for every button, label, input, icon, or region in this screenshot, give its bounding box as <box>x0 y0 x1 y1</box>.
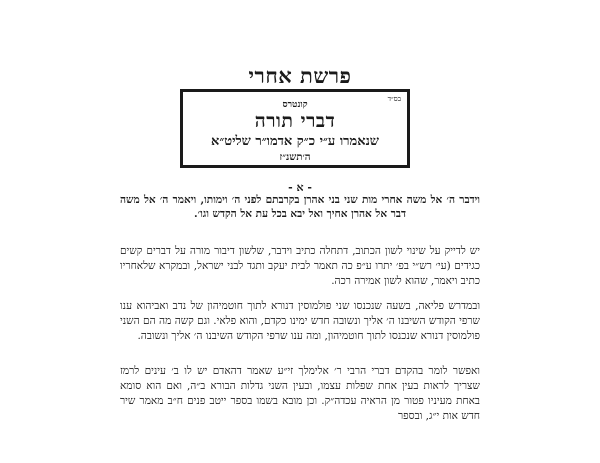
verse-quote: וידבר ה׳ אל משה אחרי מות שני בני אהרן בקרבתם לפני ה׳ וימותו, ויאמר ה׳ אל משה דבר אל אהרן אחיך ואל יבא בכל עת אל הקדש וגו׳. <box>120 194 480 220</box>
booklet-year: ה׳תשנ״ז <box>279 152 311 163</box>
section-marker: - א - <box>288 181 312 194</box>
booklet-subtitle: שנאמרו ע״י כ״ק אדמו״ר שליט״א <box>210 134 380 149</box>
parsha-heading: פרשת אחרי <box>248 63 352 88</box>
bsd-mark: בס״ד <box>387 95 401 103</box>
paragraph-1: יש לדייק על שינוי לשון הכתוב, דתחלה כתיב וידבר, שלשון דיבור מורה על דברים קשים כגידים (עי׳ רש״י בפ׳ יתרו ע״פ כה תאמר לבית יעקב ותגד לבני ישראל, ובמקרא שלאחריו כתיב ויאמר, שהוא לשון אמירה רכה. <box>120 245 480 287</box>
paragraph-3: ואפשר לומר בהקדם דברי הרבי ר׳ אלימלך זי״ע שאמר דהאדם יש לו ב׳ עינים לרמז שצריך לראות בעין אחת שפלות עצמו, ובעין השני גדלות הבורא ב״ה, ואם הוא סומא באחת מעיניו פטור מן הראיה עכדה״ק. וכן מובא בשמו בספר ייטב פנים ח״ב מאמר שיר חדש אות י״ג, ובספר <box>120 365 480 422</box>
kuntres-label: קונטרס <box>282 100 308 110</box>
paragraph-2: ובמדרש פליאה, בשעה שנכנסו שני פולמוסין דנורא לתוך חוטמיהון של נדב ואביהוא ענו שרפי הקודש השיבנו ה׳ אליך ונשובה חדש ימינו כקדם, והוא פלאי. וגם קשה מה הם השני פולמוסין דנורא שנכנסו לתוך חוטמיהון, ומה ענו שרפי הקודש השיבנו ה׳ אליך ונשובה. <box>120 300 480 342</box>
booklet-title: דברי תורה <box>254 110 336 132</box>
title-box <box>180 89 410 168</box>
